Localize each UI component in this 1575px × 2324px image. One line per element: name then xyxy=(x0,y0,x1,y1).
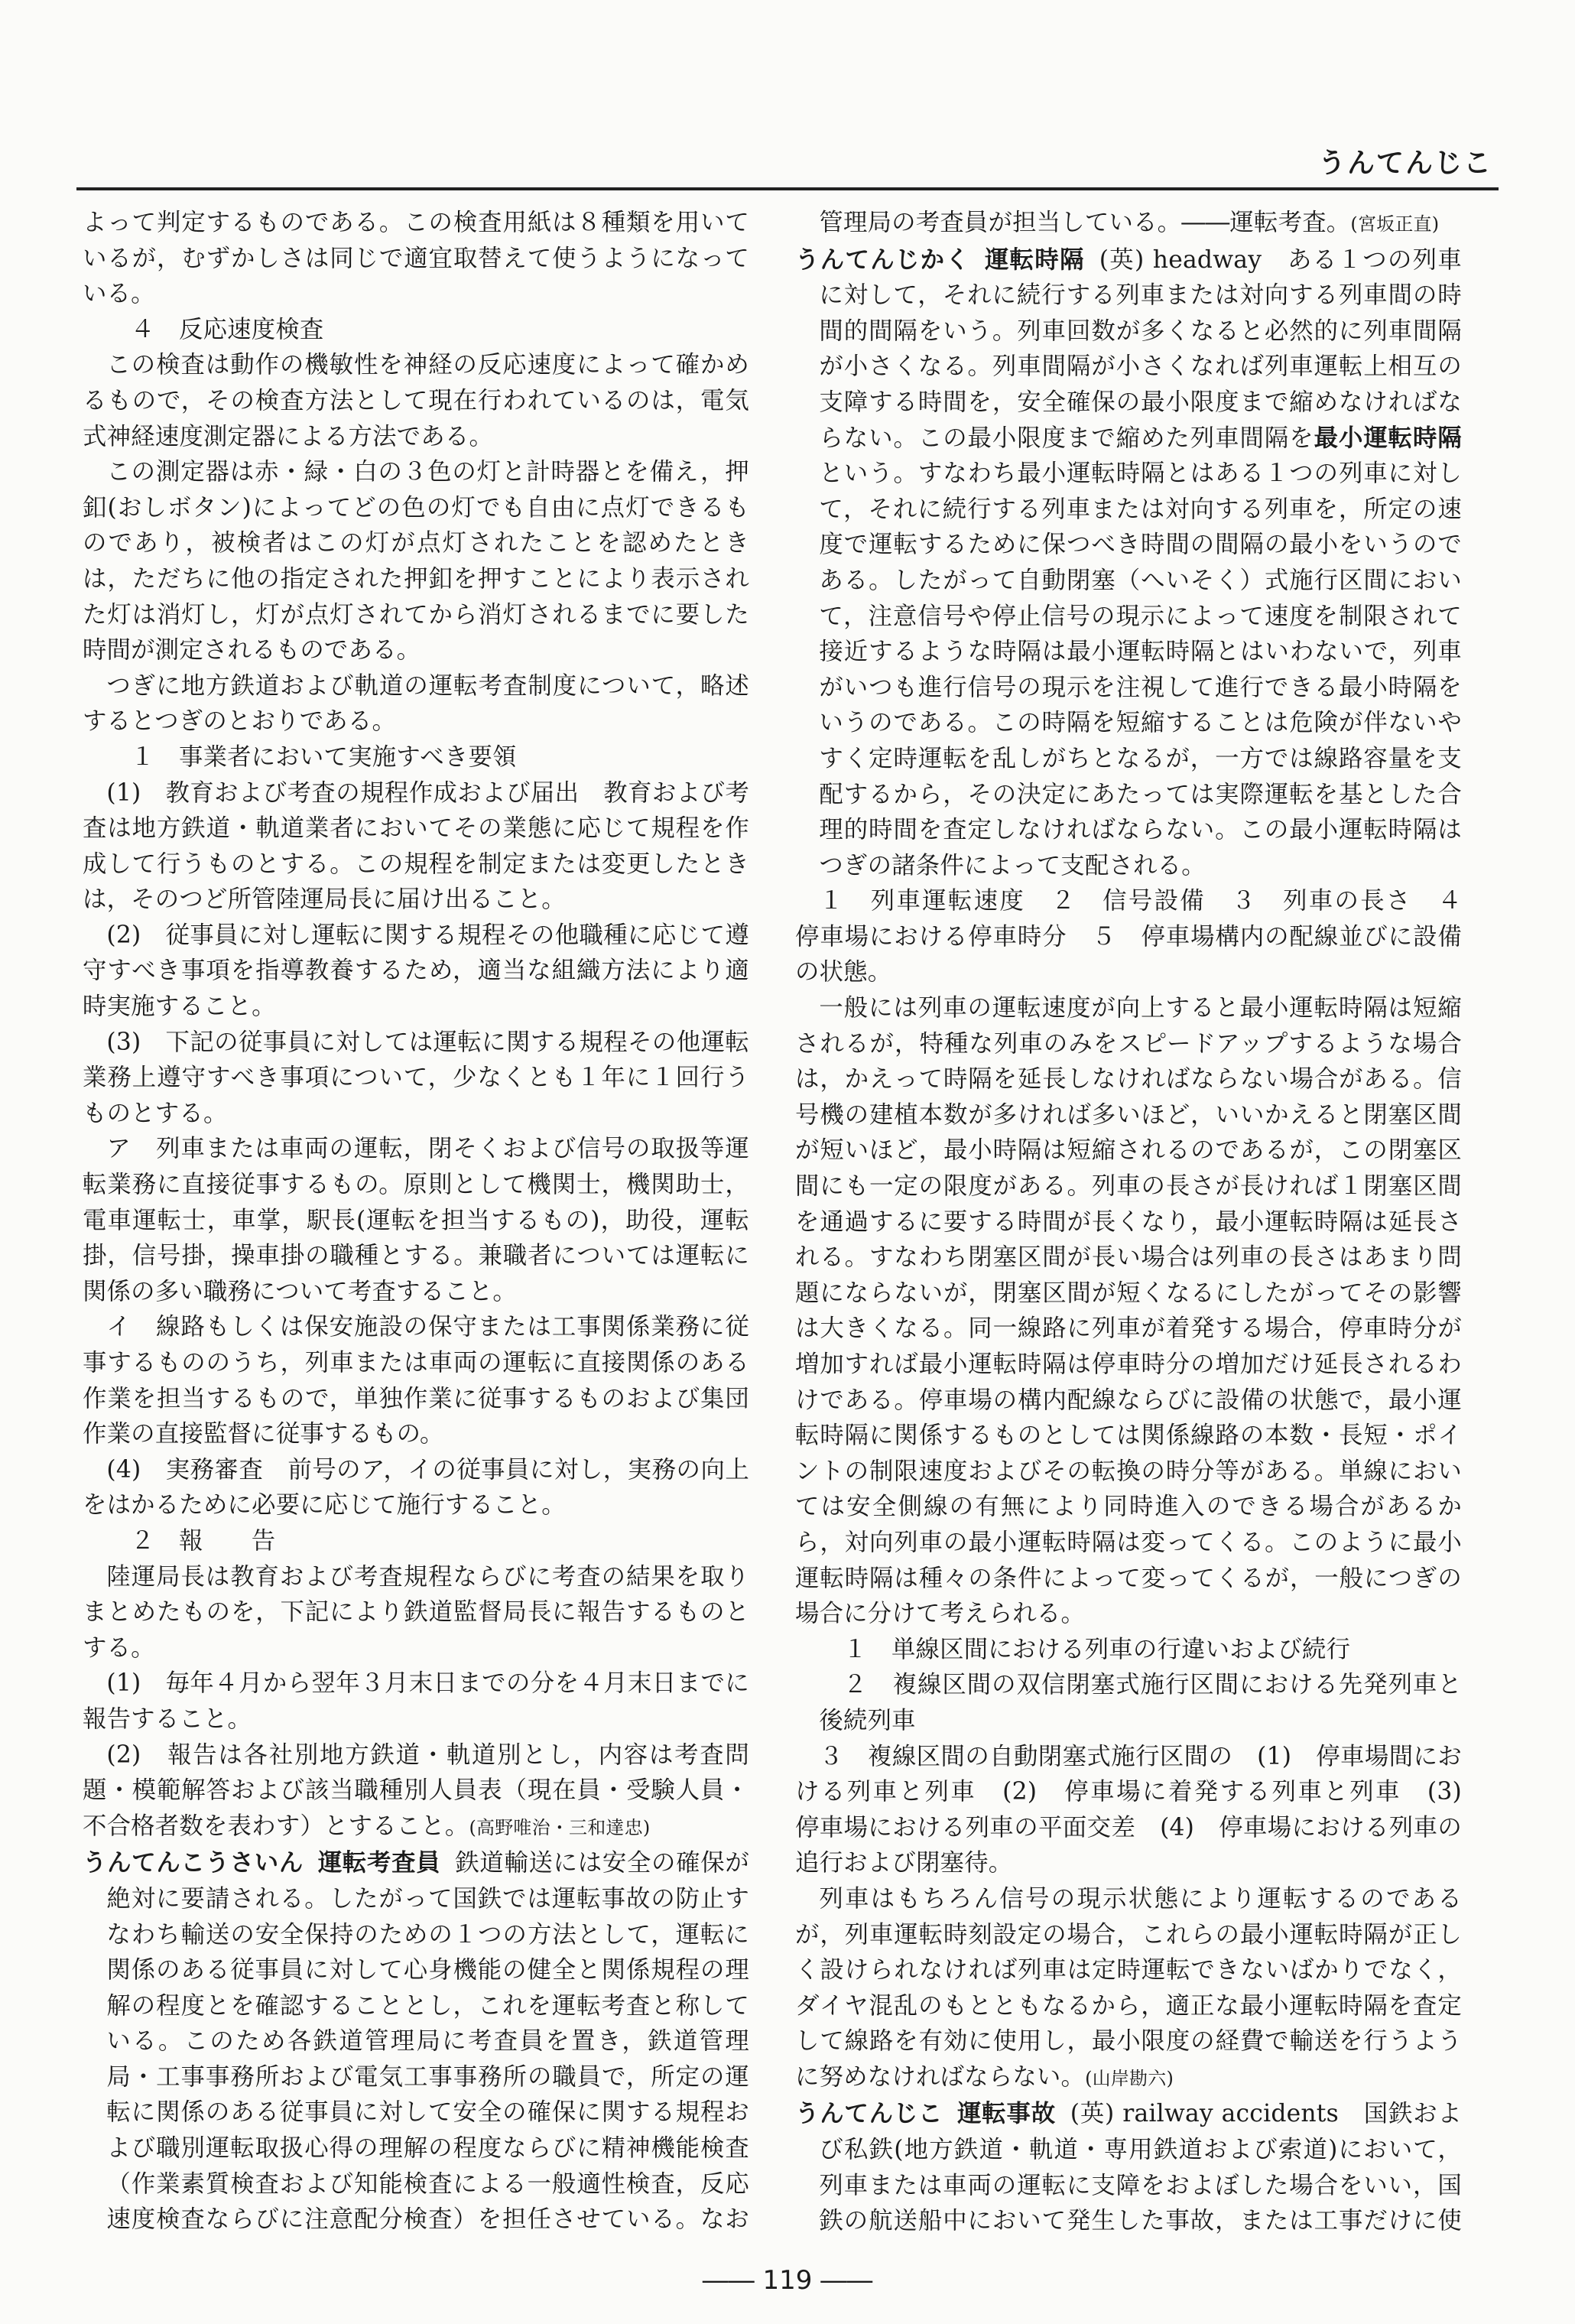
author-credit: (山岸勘六) xyxy=(1085,2067,1174,2089)
entry-emphasis: 最小運転時隔 xyxy=(1314,424,1462,452)
list-item: (1) 教育および考査の規程作成および届出 教育および考査は地方鉄道・軌道業者においてその業態に応じて規程を作成して行うものとする。この規程を制定または変更したときは，そのつど所管陸運局長に届け出ること。 xyxy=(83,778,749,914)
author-credit: (宮坂正直) xyxy=(1350,213,1440,235)
entry-term: 運転考査員 xyxy=(317,1849,441,1877)
continued-text: 管理局の考査員が担当している。――運転考査。 xyxy=(819,209,1351,236)
list-item: (1) 毎年４月から翌年３月末日までの分を４月末日までに報告すること。 xyxy=(83,1669,749,1733)
section-heading: ４ 反応速度検査 xyxy=(130,315,324,343)
page-number: ―― 119 ―― xyxy=(702,2265,873,2296)
entry-english: (英) headway xyxy=(1099,245,1262,274)
list-item: ア 列車または車両の運転，閉そくおよび信号の取扱等運転業務に直接従事するもの。原則として機関士，機関助士，電車運転士，車掌，駅長(運転を担当するもの)，助役，運転掛，信号掛，操車掛の職種とする。兼職者については運転に関係の多い職務について考査すること。 xyxy=(83,1135,749,1305)
list-item: １ 列車運転速度 ２ 信号設備 ３ 列車の長さ ４ 停車場における停車時分 ５ 停車場構内の配線並びに設備の状態。 xyxy=(795,887,1462,986)
entry-term: 運転事故 xyxy=(957,2100,1056,2128)
header-rule xyxy=(76,187,1499,190)
list-item xyxy=(83,1737,749,1846)
paragraph-text: 列車はもちろん信号の現示状態により運転するのであるが，列車運転時刻設定の場合，これらの最小運転時隔が正しく設けられなければ列車は定時運転できないばかりでなく，ダイヤ混乱のもとともなるから，適正な最小運転時隔を査定して線路を有効に使用し，最小限度の経費で輸送を行うように努めなければならない。 xyxy=(795,1884,1462,2091)
list-item: イ 線路もしくは保安施設の保守または工事関係業務に従事するもののうち，列車または車両の運転に直接関係のある作業を担当するもので，単独作業に従事するものおよび集団作業の直接監督に従事するもの。 xyxy=(83,1313,749,1448)
section-heading: １ 事業者において実施すべき要領 xyxy=(130,743,517,771)
paragraph xyxy=(795,205,1462,242)
list-item-text: (2) 報告は各社別地方鉄道・軌道別とし，内容は考査問題・模範解答および該当職種別人員表（現在員・受験人員・不合格者数を表わす）とすること。 xyxy=(83,1741,749,1840)
right-column xyxy=(795,205,1462,2239)
entry-headword: うんてんこうさいん xyxy=(83,1849,304,1877)
dictionary-entry xyxy=(795,242,1462,884)
entry-body: ある１つの列車に対して，それに続行する列車または対向する列車間の時間的間隔をいう。列車回数が多くなると必然的に列車間隔が小さくなる。列車間隔が小さくなれば列車運転上相互の支障する時間を，安全確保の最小限度まで縮めなければならない。この最小限度まで縮めた列車間隔を xyxy=(819,245,1462,452)
entry-term: 運転時隔 xyxy=(984,245,1085,274)
left-column xyxy=(83,205,749,2239)
list-item: ３ 複線区間の自動閉塞式施行区間の (1) 停車場間における列車と列車 (2) 停車場に着発する列車と列車 (3) 停車場における列車の平面交差 (4) 停車場における列車の追行および閉塞待。 xyxy=(795,1742,1462,1877)
entry-body: 鉄道輸送には安全の確保が絶対に要請される。したがって国鉄では運転事故の防止すなわち輸送の安全保持のための１つの方法として，運転に関係のある従事員に対して心身機能の健全と関係規程の理解の程度とを確認することとし，これを運転考査と称している。このため各鉄道管理局に考査員を置き，鉄道管理局・工事事務所および電気工事事務所の職員で，所定の運転に関係のある従事員に対して安全の確保に関する規程および職別運転取扱心得の理解の程度ならびに精神機能検査（作業素質検査および知能検査による一般適性検査，反応速度検査ならびに注意配分検査）を担任させている。なお xyxy=(106,1849,749,2234)
dictionary-entry xyxy=(795,2096,1462,2239)
list-item: (2) 従事員に対し運転に関する規程その他職種に応じて遵守すべき事項を指導教養するため，適当な組織方法により適時実施すること。 xyxy=(83,921,749,1021)
list-item: １ 単線区間における列車の行違いおよび続行 xyxy=(843,1635,1351,1663)
entry-headword: うんてんじかく xyxy=(795,245,971,274)
paragraph: この測定器は赤・緑・白の３色の灯と計時器とを備え，押釦(おしボタン)によってどの色の灯でも自由に点灯できるものであり，被検者はこの灯が点灯されたことを認めたときは，ただちに他の指定された押釦を押すことにより表示された灯は消灯し，灯が点灯されてから消灯されるまでに要した時間が測定されるものである。 xyxy=(83,458,749,665)
entry-body: という。すなわち最小運転時隔とはある１つの列車に対して，それに続行する列車または対向する列車を，所定の速度で運転するために保つべき時間の間隔の最小をいうのである。したがって自動閉塞（へいそく）式施行区間において，注意信号や停止信号の現示によって速度を制限されて接近するような時隔は最小運転時隔とはいわないで，列車がいつも進行信号の現示を注視して進行できる最小時隔をいうのである。この時隔を短縮することは危険が伴ないやすく定時運転を乱しがちとなるが，一方では線路容量を支配するから，その決定にあたっては実際運転を基とした合理的時間を査定しなければならない。この最小運転時隔はつぎの諸条件によって支配される。 xyxy=(819,460,1462,879)
paragraph xyxy=(795,1881,1462,2097)
section-heading: ２ 報 告 xyxy=(130,1526,276,1555)
paragraph: よって判定するものである。この検査用紙は８種類を用いているが，むずかしさは同じで適宜取替えて使うようになっている。 xyxy=(83,209,749,308)
entry-body: 国鉄および私鉄(地方鉄道・軌道・専用鉄道および索道)において，列車または車両の運転に支障をおよぼした場合をいい，国鉄の航送船中において発生した事故，または工事だけに使 xyxy=(819,2100,1462,2235)
paragraph: 陸運局長は教育および考査規程ならびに考査の結果を取りまとめたものを，下記により鉄道監督局長に報告するものとする。 xyxy=(83,1562,749,1662)
list-item: (4) 実務審査 前号のア，イの従事員に対し，実務の向上をはかるために必要に応じて施行すること。 xyxy=(83,1455,749,1520)
list-item: (3) 下記の従事員に対しては運転に関する規程その他運転業務上遵守すべき事項について，少なくとも１年に１回行うものとする。 xyxy=(83,1028,749,1127)
paragraph: この検査は動作の機敏性を神経の反応速度によって確かめるもので，その検査方法として現在行われているのは，電気式神経速度測定器による方法である。 xyxy=(83,351,749,450)
author-credit: (高野唯治・三和達忠) xyxy=(469,1816,651,1838)
paragraph: 一般には列車の運転速度が向上すると最小運転時隔は短縮されるが，特種な列車のみをスピードアップするような場合は，かえって時隔を延長しなければならない場合がある。信号機の建植本数が多ければ多いほど，いいかえると閉塞区間が短いほど，最小時隔は短縮されるのであるが，この閉塞区間にも一定の限度がある。列車の長さが長ければ１閉塞区間を通過するに要する時間が長くなり，最小運転時隔は延長される。すなわち閉塞区間が長い場合は列車の長さはあまり問題にならないが，閉塞区間が短くなるにしたがってその影響は大きくなる。同一線路に列車が着発する場合，停車時分が増加すれば最小運転時隔は停車時分の増加だけ延長されるわけである。停車場の構内配線ならびに設備の状態で，最小運転時隔に関係するものとしては関係線路の本数・長短・ポイントの制限速度およびその転換の時分等がある。単線においては安全側線の有無により同時進入のできる場合があるから，対向列車の最小運転時隔は変ってくる。このように最小運転時隔は種々の条件によって変ってくるが，一般につぎの場合に分けて考えられる。 xyxy=(795,994,1462,1628)
entry-headword: うんてんじこ xyxy=(795,2100,943,2128)
list-item: ２ 複線区間の双信閉塞式施行区間における先発列車と後続列車 xyxy=(819,1671,1462,1734)
dictionary-entry xyxy=(83,1845,749,2239)
entry-english: (英) railway accidents xyxy=(1070,2100,1339,2128)
running-head: うんてんじこ xyxy=(1317,148,1492,179)
paragraph: つぎに地方鉄道および軌道の運転考査制度について，略述するとつぎのとおりである。 xyxy=(83,671,749,736)
